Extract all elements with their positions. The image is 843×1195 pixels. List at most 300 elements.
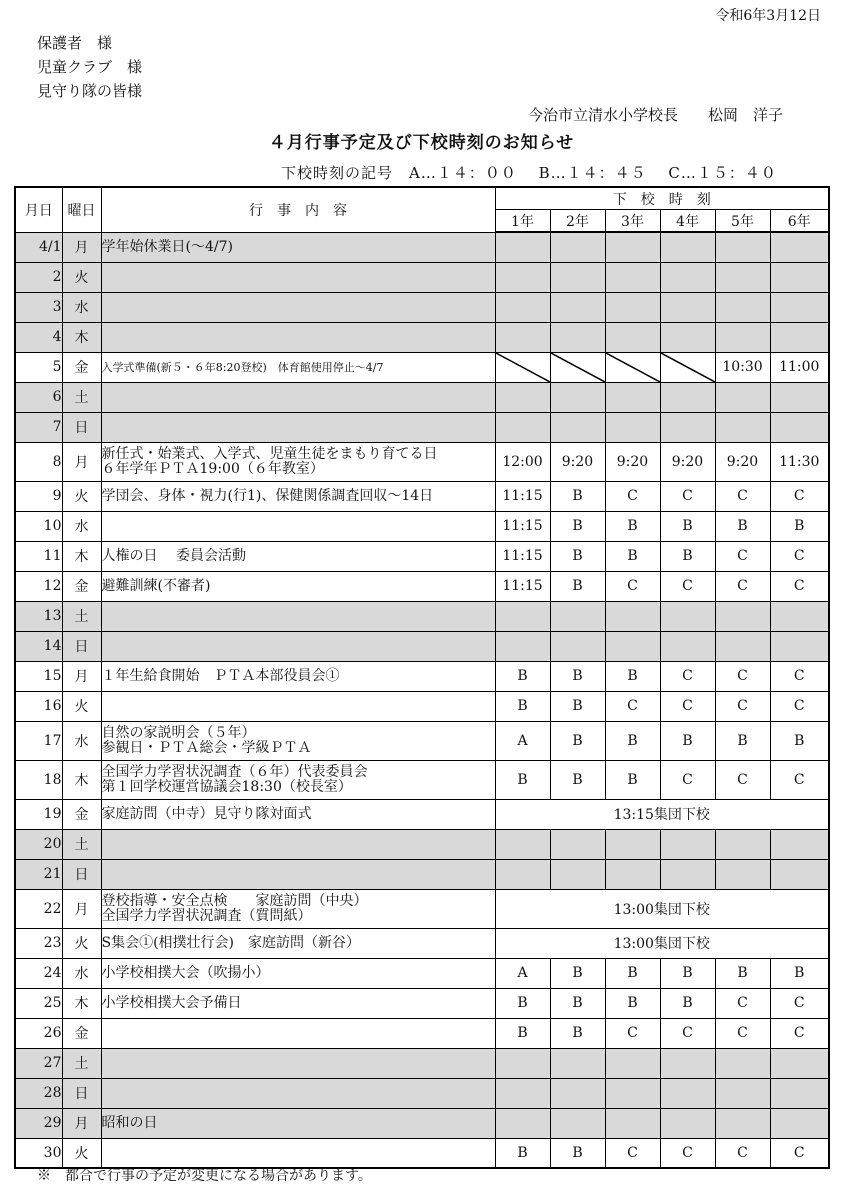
cell-day-of-week: 日	[62, 1078, 101, 1108]
cell-dismissal-grade-2	[550, 631, 605, 661]
cell-month-day: 24	[15, 958, 62, 988]
cell-dismissal-grade-4: C	[660, 661, 715, 691]
cell-day-of-week: 金	[62, 799, 101, 829]
cell-dismissal-grade-3	[605, 322, 660, 352]
cell-dismissal-grade-1: A	[495, 721, 550, 760]
cell-dismissal-grade-1	[495, 1048, 550, 1078]
cell-day-of-week: 金	[62, 352, 101, 382]
cell-dismissal-grade-5: B	[715, 511, 770, 541]
cell-dismissal-grade-3	[605, 292, 660, 322]
cell-month-day: 4	[15, 322, 62, 352]
cell-dismissal-grade-4: C	[660, 691, 715, 721]
cell-dismissal-grade-3: C	[605, 1018, 660, 1048]
cell-dismissal-grade-1	[495, 412, 550, 442]
cell-dismissal-grade-2	[550, 232, 605, 262]
table-row	[15, 352, 829, 382]
cell-dismissal-grade-2	[550, 1078, 605, 1108]
cell-day-of-week: 火	[62, 1138, 101, 1168]
table-row	[15, 631, 829, 661]
cell-dismissal-grade-1	[495, 1078, 550, 1108]
cell-dismissal-grade-1: B	[495, 661, 550, 691]
cell-dismissal-grade-6	[770, 1048, 829, 1078]
cell-dismissal-grade-1	[495, 382, 550, 412]
cell-dismissal-grade-4: B	[660, 988, 715, 1018]
cell-dismissal-grade-2: B	[550, 958, 605, 988]
cell-dismissal-grade-2: B	[550, 541, 605, 571]
header-grade-2: 2年	[550, 210, 605, 233]
cell-dismissal-grade-5: C	[715, 1018, 770, 1048]
event-line: 参観日・ＰＴＡ総会・学級ＰＴＡ	[101, 739, 312, 756]
cell-dismissal-grade-2: B	[550, 511, 605, 541]
cell-dismissal-grade-1	[495, 829, 550, 859]
cell-dismissal-grade-6	[770, 601, 829, 631]
cell-dismissal-grade-5: C	[715, 1138, 770, 1168]
event-line: 新任式・始業式、入学式、児童生徒をまもり育てる日	[101, 445, 438, 462]
cell-group-dismissal: 13:15集団下校	[495, 799, 829, 829]
cell-events	[101, 601, 495, 631]
cell-month-day: 30	[15, 1138, 62, 1168]
cell-dismissal-grade-6	[770, 232, 829, 262]
table-row	[15, 829, 829, 859]
cell-month-day: 13	[15, 601, 62, 631]
table-row	[15, 481, 829, 511]
cell-dismissal-grade-3: 9:20	[605, 442, 660, 481]
cell-events	[101, 511, 495, 541]
cell-dismissal-grade-3	[605, 1108, 660, 1138]
cell-dismissal-grade-1	[495, 232, 550, 262]
table-row	[15, 601, 829, 631]
cell-dismissal-grade-2	[550, 859, 605, 889]
cell-dismissal-grade-1	[495, 292, 550, 322]
cell-events	[101, 322, 495, 352]
cell-dismissal-grade-1: B	[495, 691, 550, 721]
cell-dismissal-grade-2	[550, 322, 605, 352]
cell-dismissal-grade-6	[770, 322, 829, 352]
table-row	[15, 928, 829, 958]
cell-month-day: 14	[15, 631, 62, 661]
cell-dismissal-grade-1: 11:15	[495, 511, 550, 541]
cell-day-of-week: 金	[62, 1018, 101, 1048]
event-line: １年生給食開始 ＰＴＡ本部役員会①	[101, 667, 340, 684]
table-row	[15, 1108, 829, 1138]
table-row	[15, 232, 829, 262]
cell-dismissal-grade-3: C	[605, 1138, 660, 1168]
table-row	[15, 1138, 829, 1168]
cell-dismissal-grade-4: C	[660, 1018, 715, 1048]
cell-dismissal-grade-2	[550, 601, 605, 631]
table-row	[15, 721, 829, 760]
cell-month-day: 17	[15, 721, 62, 760]
cell-dismissal-grade-3	[605, 859, 660, 889]
cell-month-day: 5	[15, 352, 62, 382]
cell-events	[101, 631, 495, 661]
cell-day-of-week: 火	[62, 691, 101, 721]
cell-dismissal-grade-3: B	[605, 541, 660, 571]
table-row	[15, 382, 829, 412]
cell-dismissal-grade-1: 11:15	[495, 481, 550, 511]
event-line: 小学校相撲大会（吹揚小）	[101, 964, 270, 981]
cell-dismissal-grade-3	[605, 232, 660, 262]
cell-dismissal-grade-5	[715, 1048, 770, 1078]
cell-month-day: 26	[15, 1018, 62, 1048]
table-row	[15, 541, 829, 571]
header-dismissal-time: 下 校 時 刻	[495, 187, 829, 210]
cell-dismissal-grade-5: C	[715, 691, 770, 721]
cell-dismissal-grade-1	[495, 859, 550, 889]
cell-events	[101, 262, 495, 292]
cell-dismissal-grade-2	[550, 1048, 605, 1078]
diagonal-slash-icon	[496, 353, 550, 382]
cell-events	[101, 1018, 495, 1048]
table-row	[15, 571, 829, 601]
document-date: 令和6年3月12日	[715, 8, 821, 24]
cell-day-of-week: 木	[62, 988, 101, 1018]
cell-events	[101, 442, 495, 481]
header-grade-6: 6年	[770, 210, 829, 233]
cell-dismissal-grade-2	[550, 262, 605, 292]
cell-dismissal-grade-5	[715, 859, 770, 889]
cell-dismissal-grade-5	[715, 262, 770, 292]
table-row	[15, 1078, 829, 1108]
event-line: 自然の家説明会（５年）	[101, 724, 256, 741]
cell-dismissal-grade-2: B	[550, 988, 605, 1018]
cell-dismissal-grade-1: B	[495, 988, 550, 1018]
cell-group-dismissal: 13:00集団下校	[495, 889, 829, 928]
cell-dismissal-grade-4: C	[660, 1138, 715, 1168]
cell-events	[101, 691, 495, 721]
cell-events	[101, 928, 495, 958]
cell-dismissal-grade-5: C	[715, 541, 770, 571]
cell-dismissal-grade-4	[660, 322, 715, 352]
cell-dismissal-grade-4: 9:20	[660, 442, 715, 481]
cell-dismissal-grade-3: B	[605, 721, 660, 760]
diagonal-slash-icon	[661, 353, 715, 382]
cell-dismissal-grade-3: B	[605, 511, 660, 541]
cell-dismissal-grade-5: B	[715, 958, 770, 988]
cell-dismissal-grade-3	[605, 262, 660, 292]
cell-day-of-week: 水	[62, 958, 101, 988]
cell-dismissal-grade-2	[550, 382, 605, 412]
event-line: 昭和の日	[101, 1114, 158, 1131]
event-line: S集会①(相撲壮行会) 家庭訪問（新谷）	[101, 934, 361, 951]
addressee-watch-team: 見守り隊の皆様	[37, 82, 143, 100]
cell-day-of-week: 火	[62, 262, 101, 292]
cell-dismissal-grade-4	[660, 631, 715, 661]
cell-dismissal-grade-2	[550, 1108, 605, 1138]
cell-dismissal-grade-4	[660, 292, 715, 322]
cell-dismissal-grade-6: C	[770, 1018, 829, 1048]
cell-month-day: 10	[15, 511, 62, 541]
table-row	[15, 442, 829, 481]
cell-month-day: 2	[15, 262, 62, 292]
cell-dismissal-grade-3	[605, 412, 660, 442]
cell-dismissal-grade-5: 10:30	[715, 352, 770, 382]
cell-dismissal-grade-3: B	[605, 988, 660, 1018]
cell-day-of-week: 火	[62, 481, 101, 511]
header-grade-5: 5年	[715, 210, 770, 233]
cell-dismissal-grade-6: B	[770, 511, 829, 541]
cell-day-of-week: 土	[62, 1048, 101, 1078]
cell-month-day: 16	[15, 691, 62, 721]
cell-events	[101, 571, 495, 601]
event-line: 全国学力学習状況調査（質問紙）	[101, 907, 312, 924]
table-row	[15, 661, 829, 691]
cell-dismissal-grade-3: B	[605, 760, 660, 799]
cell-dismissal-grade-5	[715, 232, 770, 262]
table-row	[15, 760, 829, 799]
page-title: ４月行事予定及び下校時刻のお知らせ	[268, 133, 575, 153]
cell-dismissal-grade-5	[715, 1078, 770, 1108]
cell-day-of-week: 水	[62, 292, 101, 322]
cell-dismissal-grade-6: C	[770, 541, 829, 571]
header-grade-4: 4年	[660, 210, 715, 233]
cell-dismissal-grade-5: C	[715, 481, 770, 511]
cell-dismissal-grade-6	[770, 292, 829, 322]
cell-month-day: 4/1	[15, 232, 62, 262]
cell-dismissal-grade-1	[495, 262, 550, 292]
event-line: 家庭訪問（中寺）見守り隊対面式	[101, 805, 312, 822]
cell-day-of-week: 水	[62, 511, 101, 541]
cell-dismissal-grade-4: B	[660, 721, 715, 760]
cell-dismissal-grade-1: B	[495, 1018, 550, 1048]
cell-dismissal-grade-4: B	[660, 511, 715, 541]
cell-not-applicable	[605, 352, 660, 382]
cell-month-day: 22	[15, 889, 62, 928]
cell-day-of-week: 月	[62, 232, 101, 262]
cell-events	[101, 412, 495, 442]
cell-day-of-week: 日	[62, 412, 101, 442]
cell-group-dismissal: 13:00集団下校	[495, 928, 829, 958]
cell-dismissal-grade-2: B	[550, 1138, 605, 1168]
cell-dismissal-grade-4	[660, 262, 715, 292]
cell-events	[101, 352, 495, 382]
event-line: 学年始休業日(～4/7)	[101, 238, 233, 255]
cell-dismissal-grade-1: 11:15	[495, 571, 550, 601]
cell-dismissal-grade-2: B	[550, 721, 605, 760]
header-grade-3: 3年	[605, 210, 660, 233]
cell-month-day: 19	[15, 799, 62, 829]
cell-events	[101, 661, 495, 691]
cell-dismissal-grade-5	[715, 1108, 770, 1138]
dismissal-legend: 下校時刻の記号 A…１４：００ B…１４：４５ C…１５：４０	[281, 164, 777, 182]
cell-dismissal-grade-4	[660, 382, 715, 412]
cell-dismissal-grade-1: B	[495, 760, 550, 799]
cell-dismissal-grade-6: 11:00	[770, 352, 829, 382]
event-line: 人権の日 委員会活動	[101, 547, 246, 564]
table-row	[15, 799, 829, 829]
cell-day-of-week: 月	[62, 661, 101, 691]
cell-events	[101, 292, 495, 322]
cell-dismissal-grade-2	[550, 829, 605, 859]
event-line: ６年学年ＰＴＡ19:00（６年教室）	[101, 460, 324, 477]
cell-day-of-week: 木	[62, 760, 101, 799]
cell-dismissal-grade-4: C	[660, 481, 715, 511]
cell-month-day: 15	[15, 661, 62, 691]
cell-events	[101, 541, 495, 571]
cell-events	[101, 889, 495, 928]
cell-month-day: 23	[15, 928, 62, 958]
cell-dismissal-grade-1	[495, 601, 550, 631]
footnote: ※ 都合で行事の予定が変更になる場合があります。	[37, 1168, 372, 1184]
cell-dismissal-grade-6: C	[770, 1138, 829, 1168]
table-row	[15, 958, 829, 988]
event-line: 全国学力学習状況調査（６年）代表委員会	[101, 763, 368, 780]
cell-dismissal-grade-6	[770, 1108, 829, 1138]
cell-dismissal-grade-1: 11:15	[495, 541, 550, 571]
table-row	[15, 1048, 829, 1078]
cell-dismissal-grade-5: B	[715, 721, 770, 760]
table-row	[15, 691, 829, 721]
cell-dismissal-grade-4	[660, 1048, 715, 1078]
cell-events	[101, 1048, 495, 1078]
cell-dismissal-grade-5	[715, 631, 770, 661]
cell-month-day: 28	[15, 1078, 62, 1108]
cell-day-of-week: 木	[62, 541, 101, 571]
header-grade-1: 1年	[495, 210, 550, 233]
cell-day-of-week: 月	[62, 442, 101, 481]
cell-dismissal-grade-5: C	[715, 571, 770, 601]
event-line: 第１回学校運営協議会18:30（校長室）	[101, 778, 352, 795]
cell-day-of-week: 木	[62, 322, 101, 352]
table-row	[15, 412, 829, 442]
cell-dismissal-grade-6	[770, 382, 829, 412]
header-month-day: 月日	[15, 187, 62, 232]
cell-events	[101, 1108, 495, 1138]
cell-dismissal-grade-3	[605, 631, 660, 661]
cell-dismissal-grade-6: C	[770, 691, 829, 721]
cell-dismissal-grade-2	[550, 412, 605, 442]
cell-dismissal-grade-2: B	[550, 481, 605, 511]
cell-events	[101, 829, 495, 859]
addressee-guardians: 保護者 様	[37, 34, 113, 52]
cell-month-day: 20	[15, 829, 62, 859]
cell-dismissal-grade-6: B	[770, 721, 829, 760]
cell-dismissal-grade-4	[660, 1078, 715, 1108]
cell-dismissal-grade-4	[660, 412, 715, 442]
cell-events	[101, 721, 495, 760]
cell-events	[101, 232, 495, 262]
cell-dismissal-grade-2: B	[550, 1018, 605, 1048]
cell-events	[101, 799, 495, 829]
cell-dismissal-grade-4	[660, 232, 715, 262]
cell-events	[101, 859, 495, 889]
cell-month-day: 18	[15, 760, 62, 799]
table-row	[15, 1018, 829, 1048]
cell-dismissal-grade-5	[715, 601, 770, 631]
event-line: 避難訓練(不審者)	[101, 577, 211, 594]
cell-events	[101, 382, 495, 412]
cell-dismissal-grade-1	[495, 631, 550, 661]
cell-dismissal-grade-4: C	[660, 760, 715, 799]
cell-not-applicable	[550, 352, 605, 382]
cell-day-of-week: 火	[62, 928, 101, 958]
cell-dismissal-grade-3	[605, 601, 660, 631]
cell-dismissal-grade-6	[770, 631, 829, 661]
cell-dismissal-grade-2: B	[550, 661, 605, 691]
cell-month-day: 3	[15, 292, 62, 322]
cell-month-day: 12	[15, 571, 62, 601]
event-line: 入学式準備(新５・６年8:20登校) 体育館使用停止～4/7	[101, 360, 384, 374]
cell-dismissal-grade-4: B	[660, 958, 715, 988]
cell-dismissal-grade-5	[715, 829, 770, 859]
cell-dismissal-grade-5: 9:20	[715, 442, 770, 481]
cell-dismissal-grade-6	[770, 262, 829, 292]
cell-events	[101, 958, 495, 988]
cell-dismissal-grade-4: C	[660, 571, 715, 601]
sender: 今治市立清水小学校長 松岡 洋子	[528, 106, 784, 124]
cell-dismissal-grade-6: C	[770, 481, 829, 511]
cell-dismissal-grade-4	[660, 601, 715, 631]
cell-dismissal-grade-4	[660, 859, 715, 889]
table-row	[15, 322, 829, 352]
cell-not-applicable	[495, 352, 550, 382]
event-line: 登校指導・安全点検 家庭訪問（中央）	[101, 892, 368, 909]
cell-day-of-week: 月	[62, 889, 101, 928]
cell-dismissal-grade-3	[605, 1048, 660, 1078]
cell-month-day: 25	[15, 988, 62, 1018]
cell-dismissal-grade-3: C	[605, 481, 660, 511]
cell-events	[101, 760, 495, 799]
event-line: 小学校相撲大会予備日	[101, 994, 242, 1011]
cell-month-day: 11	[15, 541, 62, 571]
cell-events	[101, 988, 495, 1018]
table-row	[15, 262, 829, 292]
cell-dismissal-grade-6: C	[770, 571, 829, 601]
cell-dismissal-grade-5	[715, 382, 770, 412]
cell-month-day: 8	[15, 442, 62, 481]
cell-day-of-week: 日	[62, 631, 101, 661]
cell-day-of-week: 土	[62, 601, 101, 631]
cell-dismissal-grade-6: C	[770, 988, 829, 1018]
cell-dismissal-grade-5	[715, 292, 770, 322]
cell-events	[101, 1078, 495, 1108]
header-events: 行 事 内 容	[101, 187, 495, 232]
cell-dismissal-grade-2: B	[550, 691, 605, 721]
cell-dismissal-grade-5	[715, 322, 770, 352]
cell-dismissal-grade-6: C	[770, 661, 829, 691]
cell-dismissal-grade-3	[605, 829, 660, 859]
cell-month-day: 7	[15, 412, 62, 442]
cell-day-of-week: 土	[62, 382, 101, 412]
cell-not-applicable	[660, 352, 715, 382]
event-line: 学団会、身体・視力(行1)、保健関係調査回収～14日	[101, 487, 434, 504]
diagonal-slash-icon	[606, 353, 660, 382]
table-row	[15, 988, 829, 1018]
cell-dismissal-grade-5: C	[715, 988, 770, 1018]
cell-dismissal-grade-3	[605, 1078, 660, 1108]
cell-month-day: 21	[15, 859, 62, 889]
cell-dismissal-grade-6	[770, 412, 829, 442]
cell-dismissal-grade-6: C	[770, 760, 829, 799]
cell-dismissal-grade-1: B	[495, 1138, 550, 1168]
table-row	[15, 889, 829, 928]
cell-dismissal-grade-2: B	[550, 760, 605, 799]
cell-dismissal-grade-3	[605, 382, 660, 412]
table-row	[15, 511, 829, 541]
cell-month-day: 29	[15, 1108, 62, 1138]
cell-dismissal-grade-1	[495, 1108, 550, 1138]
cell-dismissal-grade-4: B	[660, 541, 715, 571]
cell-dismissal-grade-5: C	[715, 661, 770, 691]
table-row	[15, 292, 829, 322]
cell-dismissal-grade-6	[770, 829, 829, 859]
cell-day-of-week: 月	[62, 1108, 101, 1138]
cell-dismissal-grade-6: B	[770, 958, 829, 988]
cell-dismissal-grade-2	[550, 292, 605, 322]
cell-dismissal-grade-5: C	[715, 760, 770, 799]
cell-dismissal-grade-6	[770, 1078, 829, 1108]
cell-dismissal-grade-4	[660, 1108, 715, 1138]
